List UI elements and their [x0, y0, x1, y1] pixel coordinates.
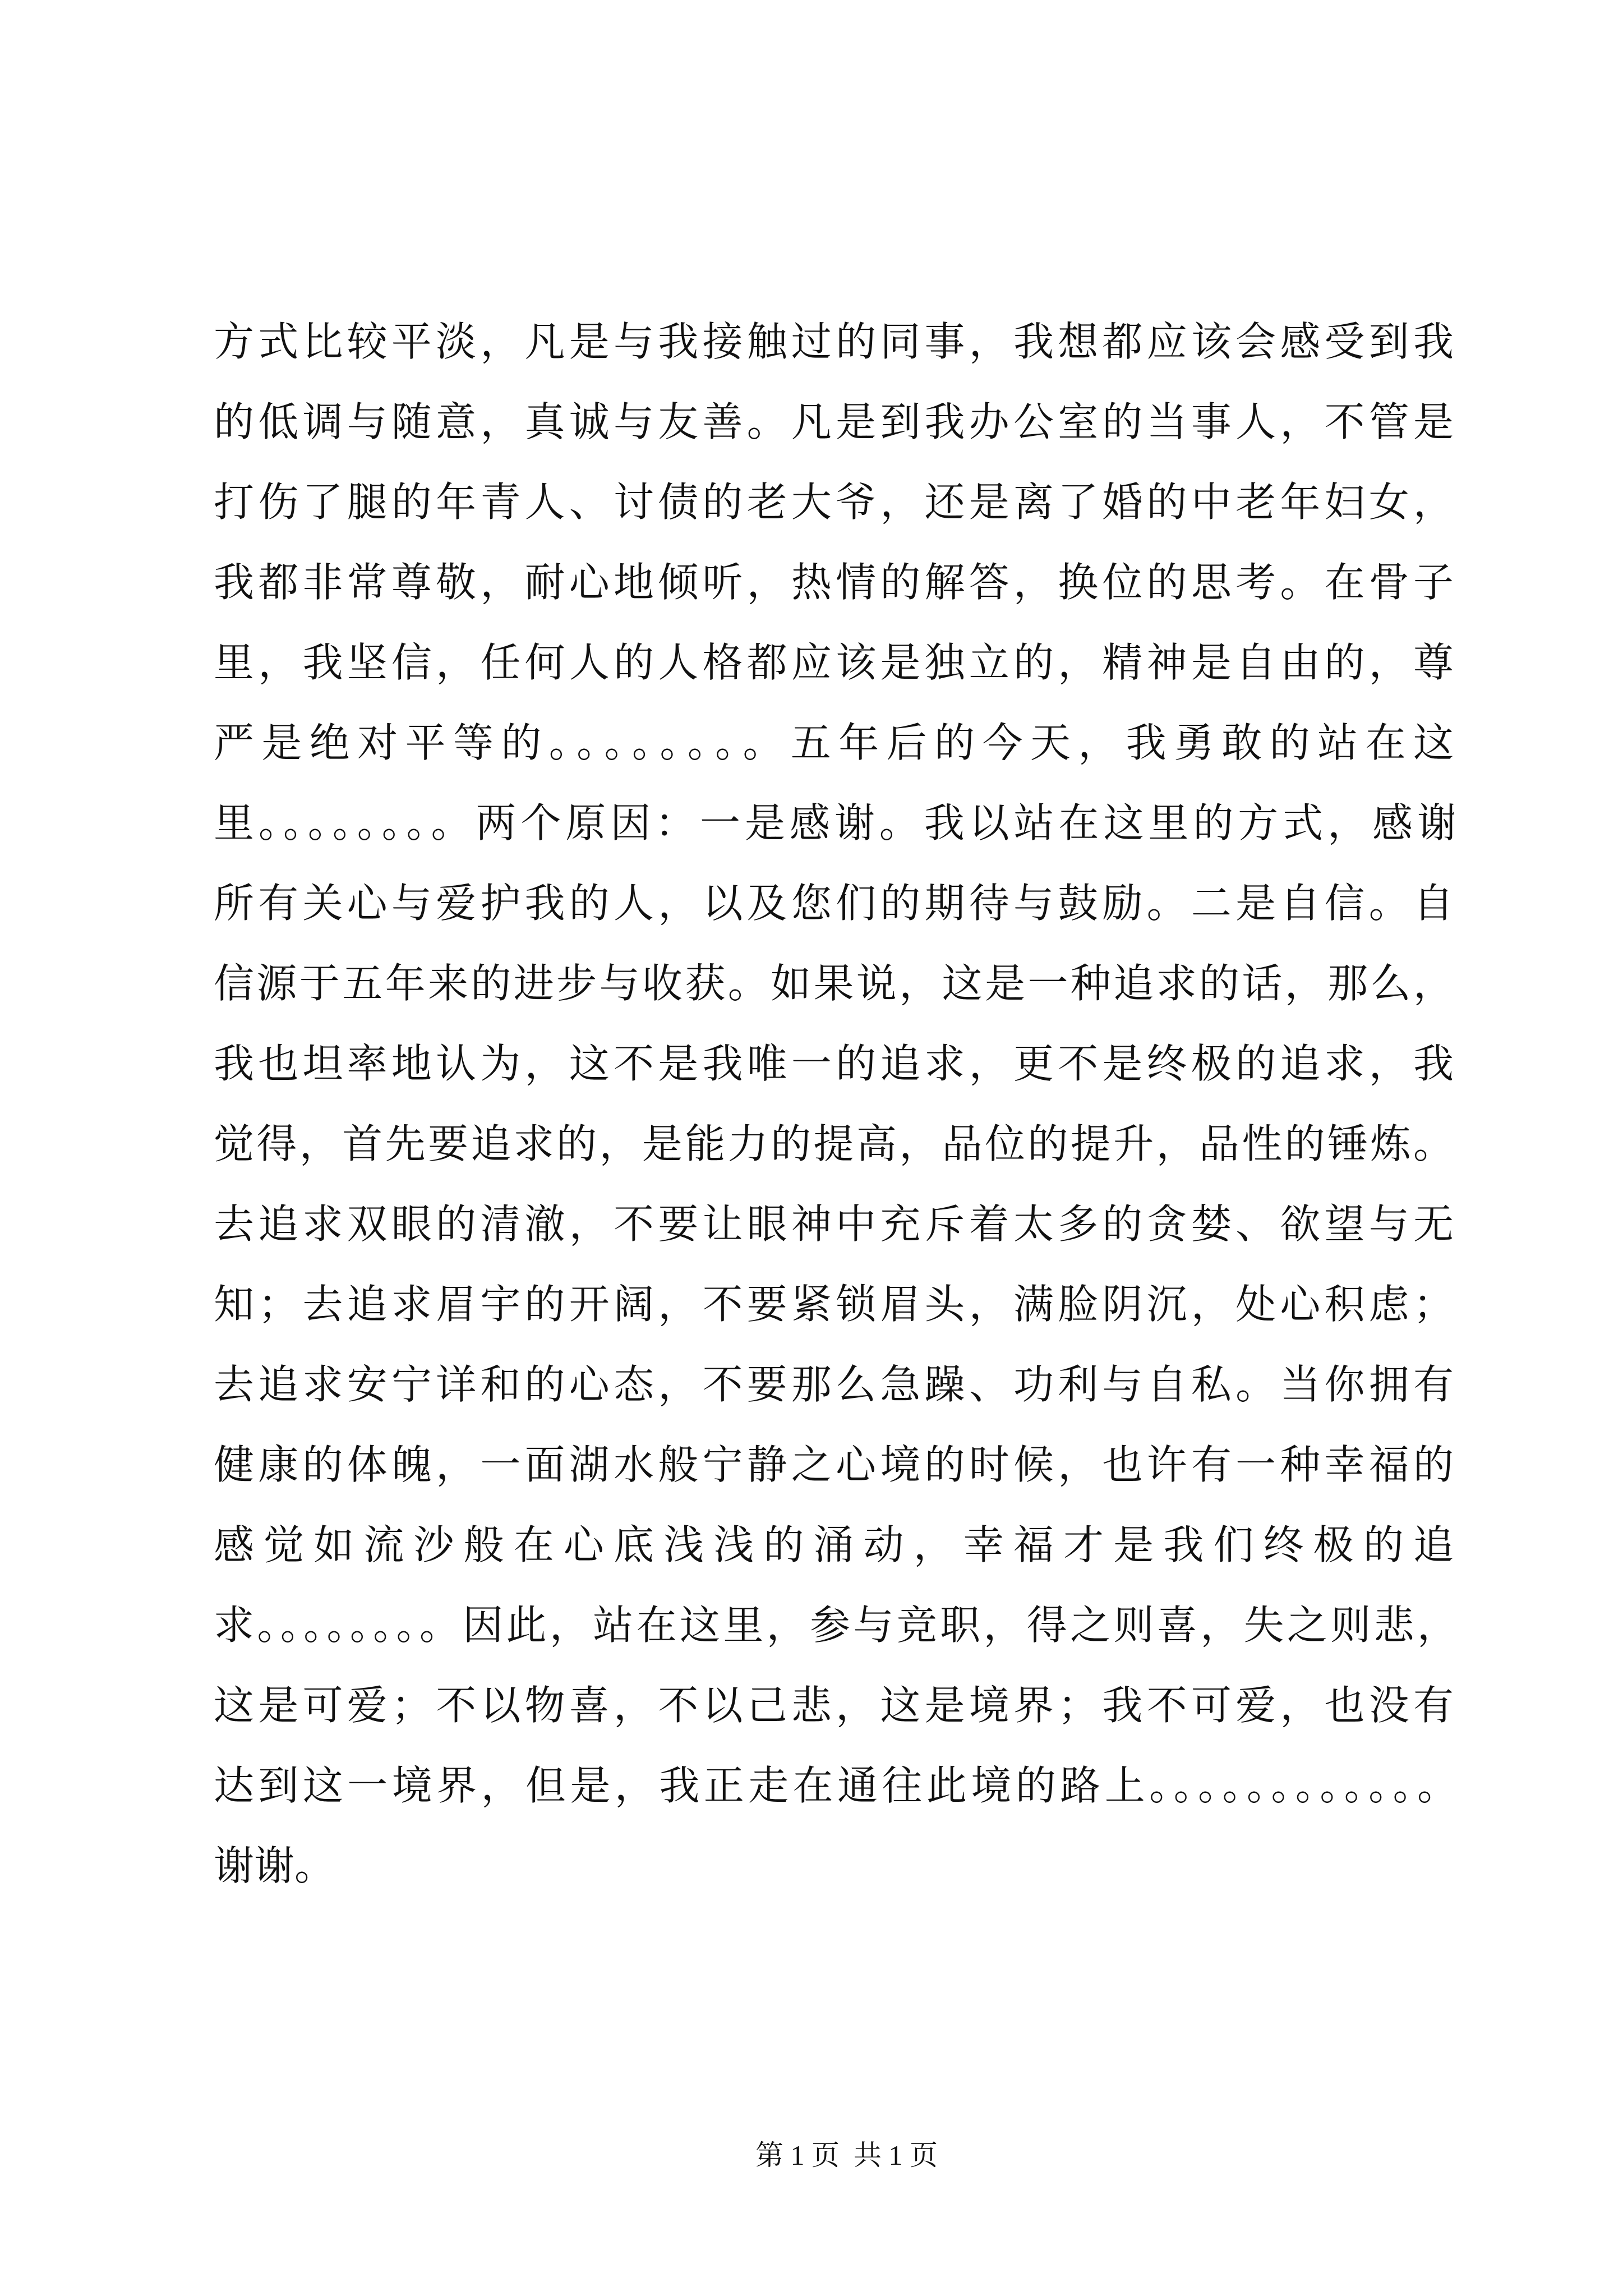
text-line: 知；去追求眉宇的开阔，不要紧锁眉头，满脸阴沉，处心积虑；	[214, 1281, 1454, 1328]
text-line: 打伤了腿的年青人、讨债的老大爷，还是离了婚的中老年妇女，	[214, 478, 1454, 526]
text-line: 这是可爱；不以物喜，不以己悲，这是境界；我不可爱，也没有	[214, 1682, 1454, 1729]
text-line: 的低调与随意，真诚与友善。凡是到我办公室的当事人，不管是	[214, 398, 1454, 445]
text-line: 去追求双眼的清澈，不要让眼神中充斥着太多的贪婪、欲望与无	[214, 1200, 1454, 1248]
text-line: 我都非常尊敬，耐心地倾听，热情的解答，换位的思考。在骨子	[214, 559, 1454, 606]
page-number-footer: 第 1 页 共 1 页	[755, 2139, 938, 2171]
text-line: 去追求安宁详和的心态，不要那么急躁、功利与自私。当你拥有	[214, 1361, 1454, 1408]
text-line: 信源于五年来的进步与收获。如果说，这是一种追求的话，那么，	[214, 960, 1454, 1007]
text-line: 感觉如流沙般在心底浅浅的涌动，幸福才是我们终极的追	[214, 1521, 1454, 1568]
text-line: 觉得，首先要追求的，是能力的提高，品位的提升，品性的锤炼。	[214, 1120, 1454, 1167]
text-line: 我也坦率地认为，这不是我唯一的追求，更不是终极的追求，我	[214, 1040, 1454, 1087]
text-line: 所有关心与爱护我的人，以及您们的期待与鼓励。二是自信。自	[214, 880, 1454, 927]
document-body	[214, 302, 1454, 1906]
text-line: 方式比较平淡，凡是与我接触过的同事，我想都应该会感受到我	[214, 318, 1454, 365]
text-line: 健康的体魄，一面湖水般宁静之心境的时候，也许有一种幸福的	[214, 1441, 1454, 1488]
text-line: 谢谢。	[214, 1842, 335, 1889]
text-line: 里。。。。。。。。两个原因：一是感谢。我以站在这里的方式，感谢	[214, 799, 1454, 846]
text-line: 严是绝对平等的。。。。。。。。五年后的今天，我勇敢的站在这	[214, 719, 1454, 766]
text-line: 达到这一境界，但是，我正走在通往此境的路上。。。。。。。。。。。。	[214, 1762, 1454, 1809]
text-line: 求。。。。。。。。因此，站在这里，参与竞职，得之则喜，失之则悲，	[214, 1602, 1454, 1649]
text-line: 里，我坚信，任何人的人格都应该是独立的，精神是自由的，尊	[214, 639, 1454, 686]
